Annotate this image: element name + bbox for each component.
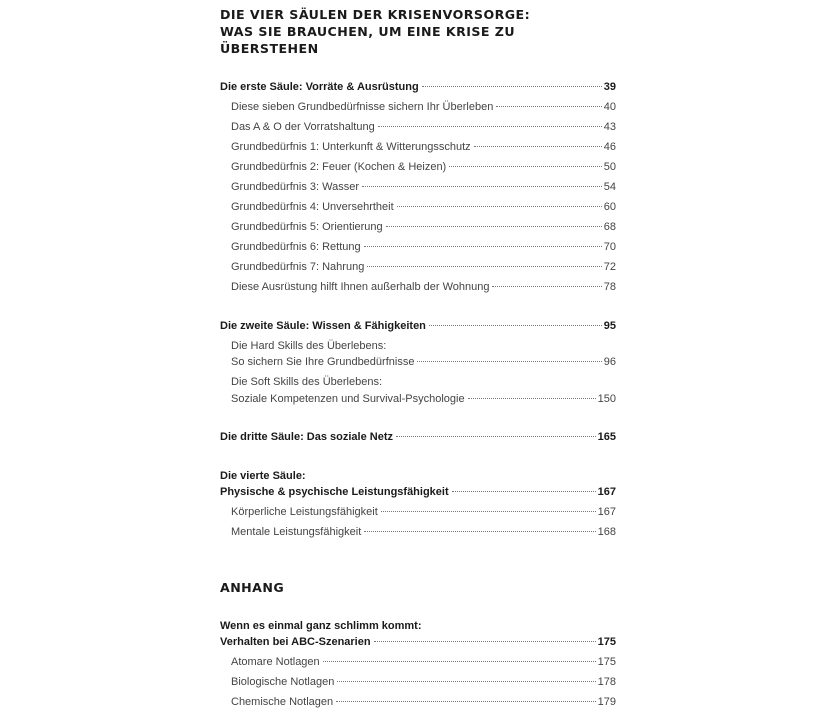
dot-leader xyxy=(422,85,602,87)
toc-entry-title-line-2: So sichern Sie Ihre Grundbedürfnisse xyxy=(231,356,415,368)
toc-entry-title: Körperliche Leistungsfähigkeit xyxy=(231,506,378,518)
page-number: 70 xyxy=(603,241,616,253)
toc-entry[interactable] xyxy=(220,219,616,236)
page-number: 43 xyxy=(603,121,616,133)
page-number: 39 xyxy=(603,81,616,93)
dot-leader xyxy=(452,490,596,492)
page-number: 95 xyxy=(603,319,616,332)
page-number: 78 xyxy=(603,281,616,293)
toc-entry-title: Biologische Notlagen xyxy=(231,676,335,688)
page-number: 165 xyxy=(597,431,616,443)
toc-entry[interactable] xyxy=(220,199,616,216)
page-number: 68 xyxy=(603,221,616,233)
dot-leader xyxy=(367,265,601,267)
dot-leader xyxy=(386,225,602,227)
page-number: 167 xyxy=(597,486,616,498)
pillar-1-section xyxy=(220,79,616,296)
toc-entry[interactable] xyxy=(220,374,616,407)
page-number: 179 xyxy=(597,696,616,708)
toc-entry[interactable] xyxy=(220,504,616,521)
dot-leader xyxy=(364,530,595,532)
dot-leader xyxy=(364,245,602,247)
toc-entry-title: Grundbedürfnis 6: Rettung xyxy=(231,241,361,253)
page-number: 54 xyxy=(603,181,616,193)
toc-entry[interactable] xyxy=(220,119,616,136)
page-number: 167 xyxy=(597,506,616,518)
dot-leader xyxy=(362,185,602,187)
dot-leader xyxy=(336,700,596,702)
toc-entry[interactable] xyxy=(220,259,616,276)
dot-leader xyxy=(449,165,602,167)
toc-entry-abc-scenarios[interactable] xyxy=(220,618,616,651)
toc-entry-pillar-3[interactable] xyxy=(220,429,616,446)
page-number: 178 xyxy=(597,676,616,688)
toc-entry[interactable] xyxy=(220,99,616,116)
toc-entry[interactable] xyxy=(220,279,616,296)
dot-leader xyxy=(337,680,595,682)
toc-entry-title: Das A & O der Vorratshaltung xyxy=(231,121,375,133)
page-number: 50 xyxy=(603,161,616,173)
page-number: 46 xyxy=(603,141,616,153)
dot-leader xyxy=(323,660,596,662)
toc-entry-title: Die erste Säule: Vorräte & Ausrüstung xyxy=(220,81,419,93)
dot-leader xyxy=(374,640,596,642)
toc-entry[interactable] xyxy=(220,338,616,371)
appendix-heading: ANHANG xyxy=(220,579,285,595)
toc-entry[interactable] xyxy=(220,524,616,541)
toc-entry-title-line-2: Verhalten bei ABC-Szenarien xyxy=(220,636,371,648)
page-number: 72 xyxy=(603,261,616,273)
dot-leader xyxy=(474,145,602,147)
page-number: 150 xyxy=(597,392,616,405)
toc-entry-title: Chemische Notlagen xyxy=(231,696,334,708)
toc-entry-pillar-1[interactable] xyxy=(220,79,616,96)
dot-leader xyxy=(397,205,602,207)
dot-leader xyxy=(492,285,601,287)
toc-entry-title: Die zweite Säule: Wissen & Fähigkeiten xyxy=(220,319,426,332)
dot-leader xyxy=(396,435,596,437)
toc-entry-title: Atomare Notlagen xyxy=(231,656,320,668)
toc-entry-title: Mentale Leistungsfähigkeit xyxy=(231,526,362,538)
page-number: 175 xyxy=(597,636,616,648)
toc-entry[interactable] xyxy=(220,694,616,711)
toc-entry[interactable] xyxy=(220,239,616,256)
toc-entry-title-line-1: Die vierte Säule: xyxy=(220,469,306,482)
toc-entry[interactable] xyxy=(220,139,616,156)
dot-leader xyxy=(378,125,602,127)
toc-entry-title: Grundbedürfnis 7: Nahrung xyxy=(231,261,365,273)
page-number: 60 xyxy=(603,201,616,213)
toc-entry-title: Diese sieben Grundbedürfnisse sichern Ihr Überleben xyxy=(231,101,494,113)
dot-leader xyxy=(468,397,596,399)
toc-entry[interactable] xyxy=(220,179,616,196)
toc-heading xyxy=(220,6,616,57)
dot-leader xyxy=(381,510,596,512)
toc-entry[interactable] xyxy=(220,159,616,176)
toc-entry-title-line-1: Die Soft Skills des Überlebens: xyxy=(231,376,383,388)
page-number: 96 xyxy=(603,356,616,368)
dot-leader xyxy=(429,324,602,326)
toc-entry[interactable] xyxy=(220,654,616,671)
page-number: 175 xyxy=(597,656,616,668)
toc-entry-pillar-4[interactable] xyxy=(220,468,616,501)
toc-entry-title: Grundbedürfnis 3: Wasser xyxy=(231,181,359,193)
toc-entry[interactable] xyxy=(220,674,616,691)
dot-leader xyxy=(496,105,601,107)
toc-entry-title-line-2: Soziale Kompetenzen und Survival-Psychologie xyxy=(231,392,465,405)
toc-heading-line-1: DIE VIER SÄULEN DER KRISENVORSORGE: xyxy=(220,7,531,22)
page-number: 168 xyxy=(597,526,616,538)
pillar-4-section xyxy=(220,468,616,541)
toc-entry-title-line-1: Die Hard Skills des Überlebens: xyxy=(231,339,387,352)
toc-entry-title-line-2: Physische & psychische Leistungsfähigkeit xyxy=(220,486,449,498)
toc-heading-line-2: WAS SIE BRAUCHEN, UM EINE KRISE ZU ÜBERSTEHEN xyxy=(220,24,516,56)
toc-entry-title: Diese Ausrüstung hilft Ihnen außerhalb der Wohnung xyxy=(231,281,490,293)
dot-leader xyxy=(417,360,601,362)
toc-entry-title: Die dritte Säule: Das soziale Netz xyxy=(220,431,393,443)
pillar-3-section xyxy=(220,429,616,446)
toc-entry-pillar-2[interactable] xyxy=(220,318,616,335)
toc-entry-title: Grundbedürfnis 4: Unversehrtheit xyxy=(231,201,394,213)
pillar-2-section xyxy=(220,318,616,408)
appendix-section xyxy=(220,618,616,711)
toc-entry-title: Grundbedürfnis 5: Orientierung xyxy=(231,221,383,233)
page-number: 40 xyxy=(603,101,616,113)
toc-entry-title-line-1: Wenn es einmal ganz schlimm kommt: xyxy=(220,619,422,632)
table-of-contents xyxy=(220,6,616,714)
toc-entry-title: Grundbedürfnis 2: Feuer (Kochen & Heizen) xyxy=(231,161,447,173)
toc-entry-title: Grundbedürfnis 1: Unterkunft & Witterungsschutz xyxy=(231,141,471,153)
